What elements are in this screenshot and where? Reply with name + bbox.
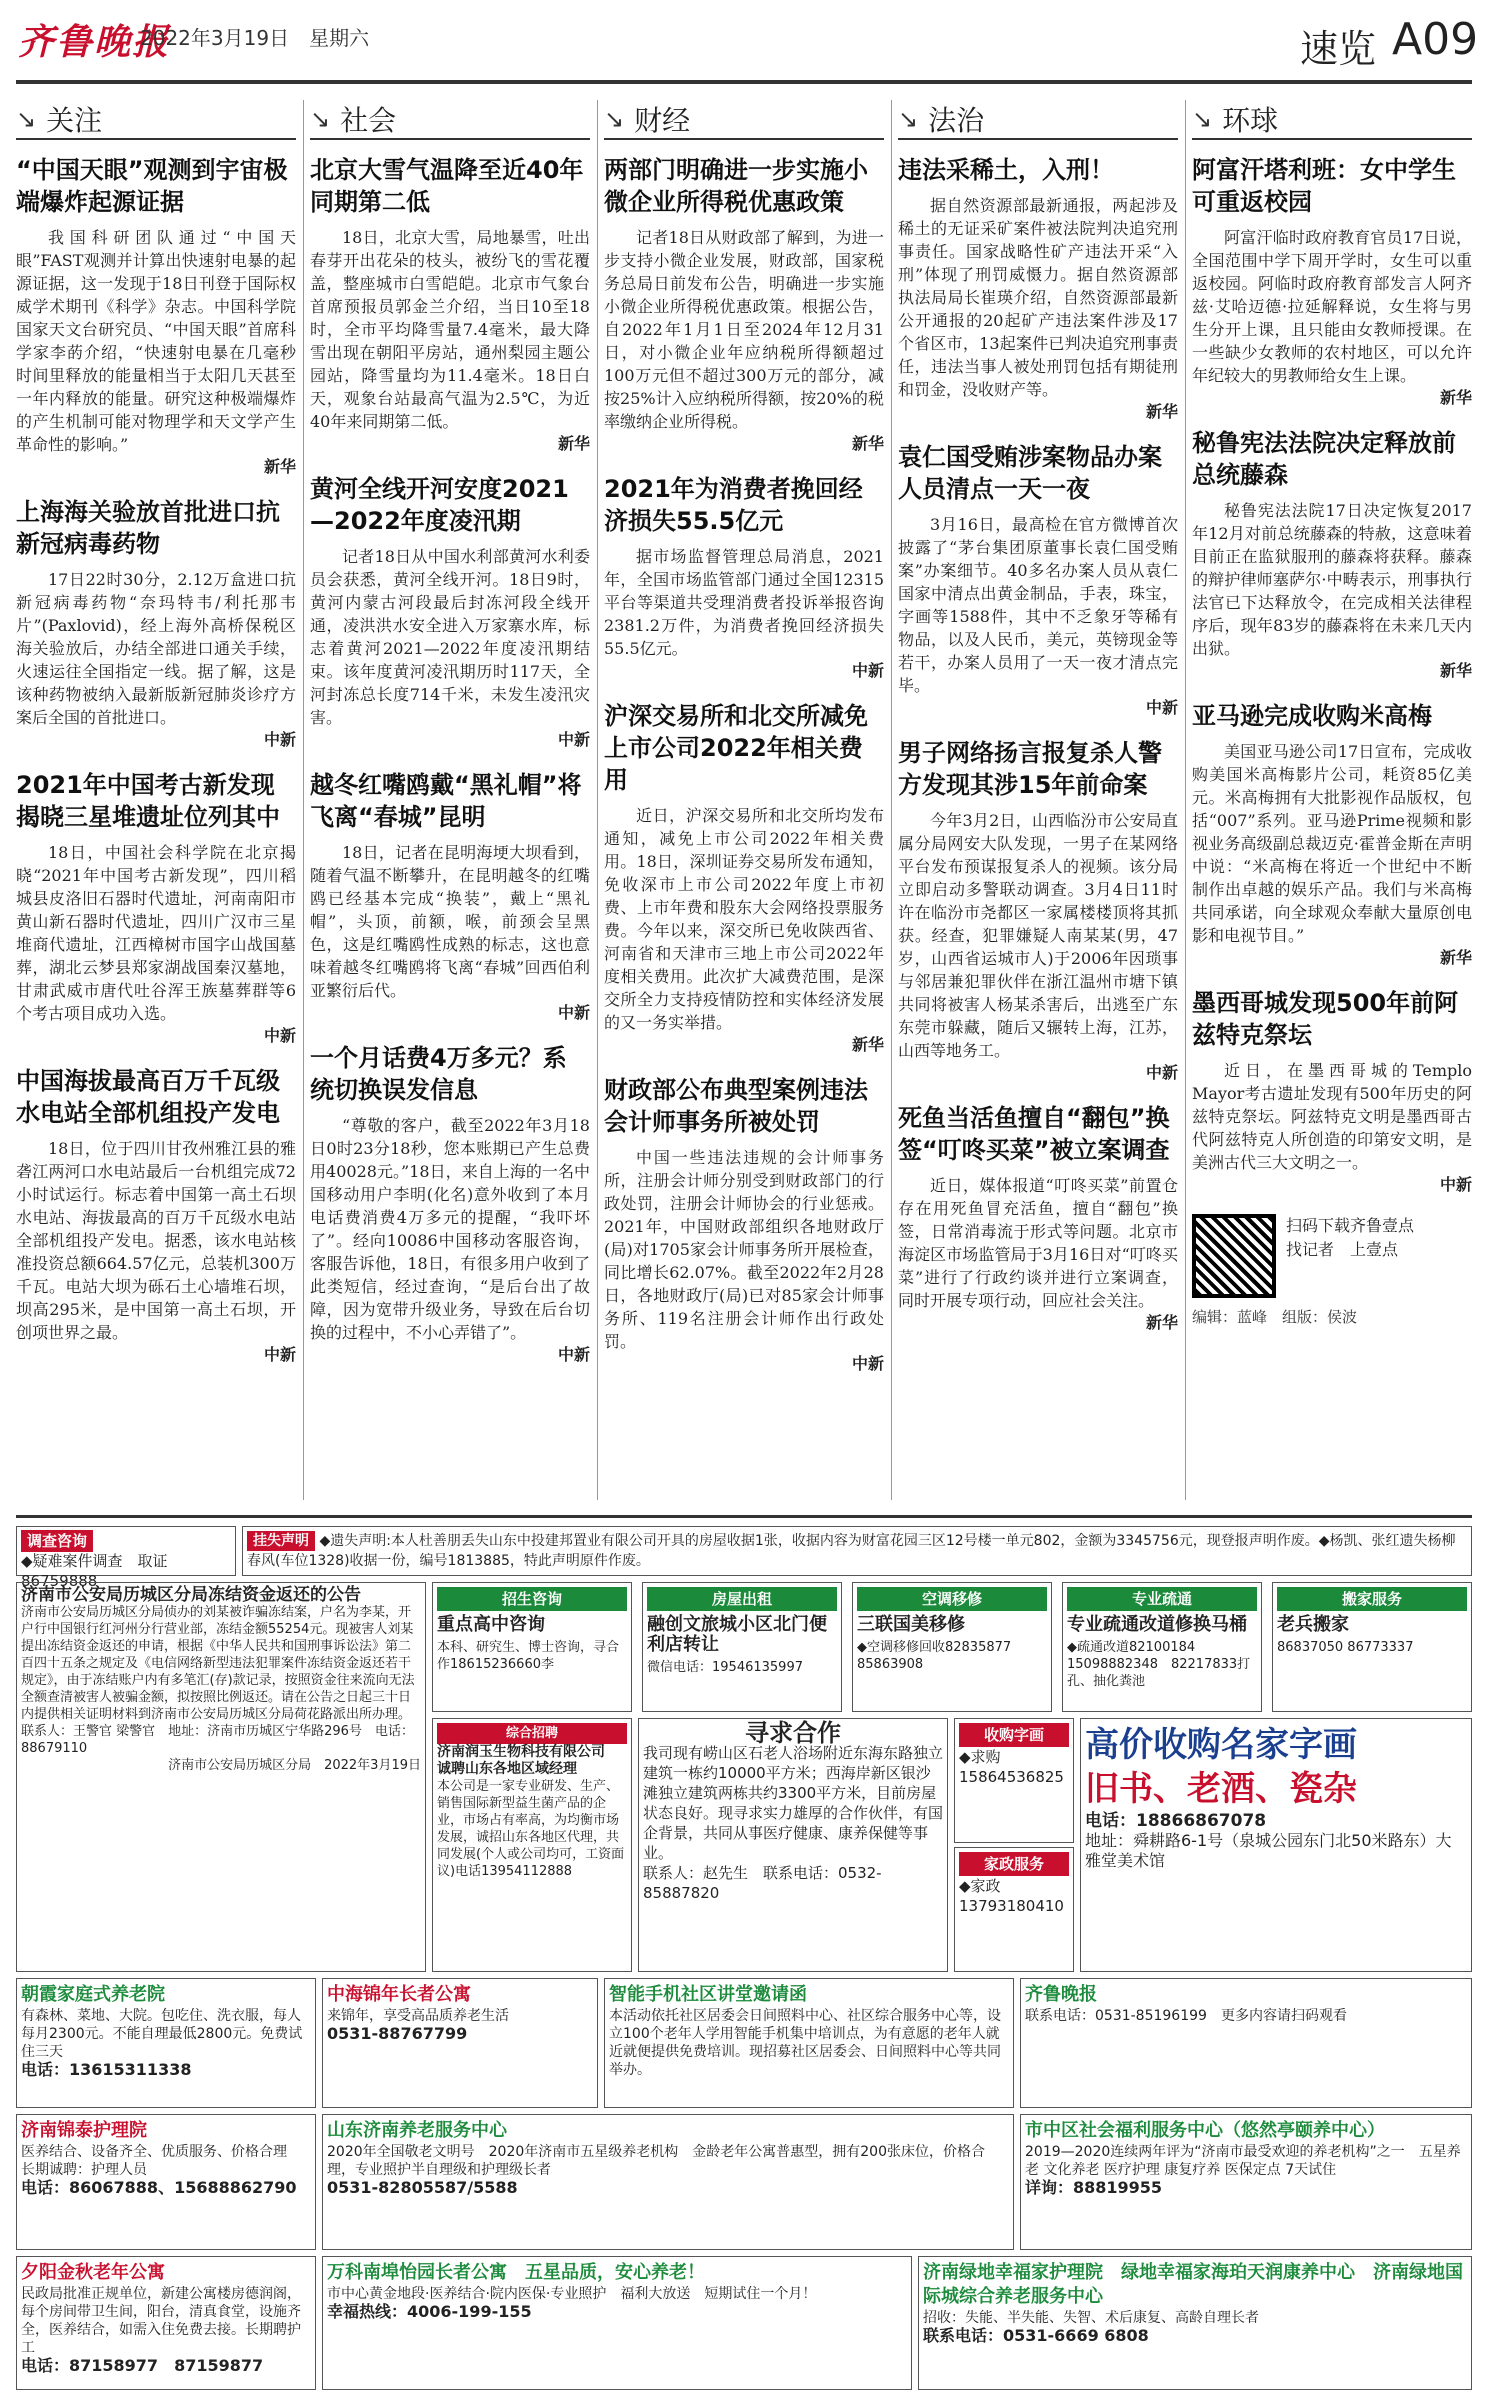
article-title: 越冬红嘴鸥戴“黑礼帽”将飞离“春城”昆明 (310, 771, 582, 831)
article-source: 新华 (851, 434, 884, 453)
collect-ad (1080, 1718, 1472, 1972)
care-home-body: 招收：失能、半失能、失智、术后康复、高龄自理长者 (923, 2310, 1259, 2326)
article-title: 北京大雪气温降至近40年同期第二低 (310, 156, 584, 216)
classified-ad (1062, 1582, 1262, 1712)
article-source: 新华 (1439, 661, 1472, 680)
article-title: 男子网络扬言报复杀人警方发现其涉15年前命案 (898, 739, 1162, 799)
qr-code-icon[interactable] (1192, 1214, 1276, 1298)
news-article (898, 154, 1178, 423)
police-notice (16, 1582, 426, 1972)
news-article (16, 769, 296, 1047)
care-home-body: 2019—2020连续两年评为“济南市最受欢迎的养老机构”之一 五星养老 文化养老 医疗护理 康复疗养 医保定点 7天试住 (1025, 2144, 1461, 2178)
care-home-ad (604, 1978, 1014, 2108)
classified-sub: 本科、研究生、博士咨询，寻合作18615236660李 (437, 1640, 620, 1672)
article-title: 一个月话费4万多元？系统切换误发信息 (310, 1044, 567, 1104)
article-source: 中新 (1145, 698, 1178, 717)
care-home-phone: 0531-82805587/5588 (327, 2178, 518, 2197)
news-article (310, 769, 590, 1024)
news-article (16, 154, 296, 478)
article-body: 17日22时30分，2.12万盒进口抗新冠病毒药物“奈玛特韦/利托那韦片”(Paxlovid)，经上海外高桥保税区海关验放后，办结全部进口通关手续，火速运往全国指定一线。据了解，这是该种药物被纳入最新版新冠肺炎诊疗方案后全国的首批进口。 (16, 570, 296, 727)
classified-name: 三联国美移修 (857, 1614, 965, 1635)
corner-arrow-icon: ↘ (898, 105, 919, 133)
classified-ad (1272, 1582, 1472, 1712)
corner-arrow-icon: ↘ (604, 105, 625, 133)
recruit-company: 济南润玉生物科技有限公司 (437, 1744, 605, 1760)
article-body: 我国科研团队通过“中国天眼”FAST观测并计算出快速射电暴的起源证据，这一发现于18日刊登于国际权威学术期刊《科学》杂志。中国科学院国家天文台研究员、“中国天眼”首席科学家李菂介绍，“快速射电暴在几毫秒时间里释放的能量相当于太阳几天甚至一年内释放的能量。研究这种极端爆炸的产生机制可能对物理学和天文学产生革命性的影响。” (16, 228, 296, 454)
column-header (604, 100, 884, 140)
care-home-phone: 0531-88767799 (327, 2024, 468, 2043)
classified-tag: 招生咨询 (437, 1587, 627, 1611)
care-home-body: 市中心黄金地段·医养结合·院内医保·专业照护 福利大放送 短期试住一个月！ (327, 2286, 817, 2302)
article-source: 新华 (1145, 402, 1178, 421)
article-body: 记者18日从中国水利部黄河水利委员会获悉，黄河全线开河。18日9时，黄河内蒙古河段最后封冻河段全线开通，凌洪洪水安全进入万家寨水库，标志着黄河2021—2022年度凌汛期结束。该年度黄河凌汛期历时117天，全河封冻总长度714千米，未发生凌汛灾害。 (310, 547, 590, 727)
article-source: 中新 (557, 1345, 590, 1364)
classified-tag: 空调移修 (857, 1587, 1047, 1611)
article-body: 中国一些违法违规的会计师事务所，注册会计师分别受到财政部门的行政处罚，注册会计师协会的行业惩戒。2021年，中国财政部组织各地财政厅(局)对1705家会计师事务所开展检查，同比增长62.07%。截至2022年2月28日，各地财政厅(局)已对85家会计师事务所、119名注册会计师作出行政处罚。 (604, 1148, 884, 1351)
classified-tag: 房屋出租 (647, 1587, 837, 1611)
article-body: 18日，位于四川甘孜州雅江县的雅砻江两河口水电站最后一台机组完成72小时试运行。标志着中国第一高土石坝水电站、海拔最高的百万千瓦级水电站全部机组投产发电。据悉，该水电站核准投资总额664.57亿元，总装机300万千瓦。电站大坝为砾石土心墙堆石坝，坝高295米，是中国第一高土石坝，开创项世界之最。 (16, 1139, 296, 1342)
column-divider (597, 100, 598, 1500)
article-source: 中新 (1439, 1175, 1472, 1194)
care-home-ad (322, 2256, 912, 2390)
classified-name: 重点高中咨询 (437, 1614, 545, 1635)
qr-block (1192, 1214, 1472, 1298)
article-body: 18日，北京大雪，局地暴雪，吐出春芽开出花朵的枝头，被纷飞的雪花覆盖，整座城市白雪皑皑。北京市气象台首席预报员郭金兰介绍，当日10至18时，全市平均降雪量7.4毫米，最大降雪出现在朝阳平房站，通州梨园主题公园站，降雪量均为11.4毫米。18日白天，观象台站最高气温为2.5℃，为近40年来同期第二低。 (310, 228, 590, 431)
wanted-tag: 收购字画 (959, 1723, 1069, 1747)
care-home-ad (918, 2256, 1472, 2390)
care-home-ad (16, 2114, 316, 2250)
police-notice-sign: 济南市公安局历城区分局 2022年3月19日 (168, 1758, 421, 1773)
article-source: 中新 (263, 1026, 296, 1045)
classified-ad (642, 1582, 842, 1712)
notice-lost (242, 1526, 1472, 1576)
article-body: 18日，记者在昆明海埂大坝看到，随着气温不断攀升，在昆明越冬的红嘴鸥已经基本完成“换装”，戴上“黑礼帽”，头顶，前额，喉，前颈会呈黑色，这是红嘴鸥性成熟的标志，这也意味着越冬红嘴鸥将飞离“春城”回西伯利亚繁衍后代。 (310, 843, 590, 1000)
care-home-phone: 详询：88819955 (1025, 2178, 1163, 2197)
news-article (604, 1074, 884, 1375)
article-title: 黄河全线开河安度2021—2022年度凌汛期 (310, 475, 569, 535)
advertisement-area (16, 1515, 1472, 2390)
care-home-body: 本活动依托社区居委会日间照料中心、社区综合服务中心等，设立100个老年人学用智能手机集中培训点，为有意愿的老年人就近就便提供免费培训。现招募社区居委会、日间照料中心等共同举办。 (609, 2008, 1001, 2078)
column-header (898, 100, 1178, 140)
article-title: 2021年为消费者挽回经济损失55.5亿元 (604, 475, 863, 535)
classified-ad (432, 1582, 632, 1712)
recruit-body: 本公司是一家专业研发、生产、销售国际新型益生菌产品的企业，市场占有率高，为均衡市场发展，诚招山东各地区代理，共同发展(个人或公司均可，工资面议)电话13954112888 (437, 1779, 625, 1879)
notice-tag: 调查咨询 (21, 1530, 93, 1552)
classified-row (432, 1582, 1472, 1712)
news-article (310, 1042, 590, 1366)
masthead-rule (16, 80, 1472, 84)
news-article (1192, 154, 1472, 409)
recruit-ad (432, 1718, 632, 1972)
partner-ad (638, 1718, 948, 1972)
care-home-phone: 电话：87158977 87159877 (21, 2356, 264, 2375)
recruit-title: 诚聘山东各地区域经理 (437, 1761, 577, 1777)
notice-text: ◆遗失声明:本人杜善朋丢失山东中投建邦置业有限公司开具的房屋收据1张，收据内容为财富花园三区12号楼一单元802，金额为3345756元，现登报声明作废。◆杨凯、张红遗失杨柳春风(车位1328)收据一份，编号1813885，特此声明原件作废。 (247, 1533, 1456, 1569)
news-article (898, 441, 1178, 719)
column-title: 财经 (634, 104, 691, 137)
care-home-ad (322, 1978, 598, 2108)
news-article (1192, 987, 1472, 1196)
article-title: 袁仁国受贿涉案物品办案人员清点一天一夜 (898, 443, 1162, 503)
care-home-title: 夕阳金秋老年公寓 (21, 2262, 165, 2283)
article-source: 新华 (1145, 1313, 1178, 1332)
column-title: 法治 (928, 104, 985, 137)
classified-sub: 微信电话：19546135997 (647, 1660, 803, 1675)
news-column (604, 100, 884, 1500)
article-body: 近日，在墨西哥城的Templo Mayor考古遗址发现有500年历史的阿兹特克祭坛。阿兹特克文明是墨西哥古代阿兹特克人所创造的印第安文明，是美洲古代三大文明之一。 (1192, 1061, 1472, 1172)
care-home-title: 中海锦年长者公寓 (327, 1984, 471, 2005)
article-title: 死鱼当活鱼擅自“翻包”换签“叮咚买菜”被立案调查 (898, 1104, 1170, 1164)
article-source: 中新 (263, 1345, 296, 1364)
news-article (604, 154, 884, 455)
column-title: 社会 (340, 104, 397, 137)
police-notice-contact: 联系人：王警官 梁警官 地址：济南市历城区宁华路296号 电话：88679110 (21, 1724, 414, 1756)
elderly-care-ads (16, 1978, 1472, 2390)
section-name: 速览 (1300, 27, 1377, 71)
care-home-title: 济南绿地幸福家护理院 绿地幸福家海珀天润康养中心 济南绿地国际城综合养老服务中心 (923, 2262, 1463, 2307)
care-home-body: 民政局批准正规单位，新建公寓楼房德润阁，每个房间带卫生间，阳台，清真食堂，设施齐全，医养结合，如需入住免费去接。长期聘护工 (21, 2286, 301, 2356)
article-body: 近日，沪深交易所和北交所均发布通知，减免上市公司2022年相关费用。18日，深圳证券交易所发布通知，免收深市上市公司2022年度上市初费、上市年费和股东大会网络投票服务费。今年以来，深交所已免收陕西省、河南省和天津市三地上市公司2022年度相关费用。此次扩大减费范围，是深交所全力支持疫情防控和实体经济发展的又一务实举措。 (604, 806, 884, 1032)
article-source: 新华 (263, 457, 296, 476)
article-source: 中新 (557, 1003, 590, 1022)
article-title: 亚马逊完成收购米高梅 (1192, 702, 1432, 730)
care-home-phone: 电话：13615311338 (21, 2060, 192, 2079)
news-article (310, 154, 590, 455)
news-article (16, 496, 296, 751)
notice-investigation (16, 1526, 236, 1590)
police-notice-title: 济南市公安局历城区分局冻结资金返还的公告 (21, 1585, 361, 1605)
article-body: 记者18日从财政部了解到，为进一步支持小微企业发展，财政部，国家税务总局日前发布公告，明确进一步实施小微企业所得税优惠政策。根据公告，自2022年1月1日至2024年12月31日，对小微企业年应纳税所得额超过100万元但不超过300万元的部分，减按25%计入应纳税所得额，按20%的税率缴纳企业所得税。 (604, 228, 884, 431)
article-body: 近日，媒体报道“叮咚买菜”前置仓存在用死鱼冒充活鱼，擅自“翻包”换签，日常消毒流于形式等问题。北京市海淀区市场监管局于3月16日对“叮咚买菜”进行了行政约谈并进行立案调查，同时开展专项行动，回应社会关注。 (898, 1176, 1178, 1310)
care-home-title: 齐鲁晚报 (1025, 1984, 1097, 2005)
news-article (898, 1102, 1178, 1334)
article-body: 据市场监督管理总局消息，2021年，全国市场监管部门通过全国12315平台等渠道共受理消费者投诉举报咨询2381.2万件，为消费者挽回经济损失55.5亿元。 (604, 547, 884, 658)
classified-name: 融创文旅城小区北门便利店转让 (647, 1614, 827, 1655)
column-header (16, 100, 296, 140)
news-article (16, 1065, 296, 1366)
column-header (310, 100, 590, 140)
news-column (1192, 100, 1472, 1500)
column-title: 环球 (1222, 104, 1279, 137)
article-title: 阿富汗塔利班：女中学生可重返校园 (1192, 156, 1456, 216)
partner-contact: 联系人：赵先生 联系电话：0532-85887820 (643, 1864, 882, 1902)
collect-sub: 旧书、老酒、瓷杂 (1085, 1769, 1357, 1809)
masthead (0, 0, 1488, 80)
article-body: 18日，中国社会科学院在北京揭晓“2021年中国考古新发现”，四川稻城县皮洛旧石器时代遗址，河南南阳市黄山新石器时代遗址，四川广汉市三星堆商代遗址，江西樟树市国字山战国墓葬，湖北云梦县郑家湖战国秦汉墓地，甘肃武威市唐代吐谷浑王族墓葬群等6个考古项目成功入选。 (16, 843, 296, 1023)
care-home-body: 2020年全国敬老文明号 2020年济南市五星级养老机构 金龄老年公寓普惠型，拥有200张床位，价格合理，专业照护半自理级和护理级长者 (327, 2144, 985, 2178)
article-title: 财政部公布典型案例违法会计师事务所被处罚 (604, 1076, 868, 1136)
article-title: 沪深交易所和北交所减免上市公司2022年相关费用 (604, 702, 868, 794)
care-home-body: 来锦年，享受高品质养老生活 (327, 2008, 509, 2024)
news-column (898, 100, 1178, 1500)
article-title: 秘鲁宪法法院决定释放前总统藤森 (1192, 429, 1456, 489)
article-source: 中新 (263, 730, 296, 749)
news-article (1192, 700, 1472, 969)
care-home-ad (1020, 2114, 1472, 2250)
notice-text: ◆疑难案件调查 取证86759888 (21, 1552, 168, 1590)
article-title: 违法采稀土，入刑！ (898, 156, 1114, 184)
column-header (1192, 100, 1472, 140)
care-home-title: 济南锦泰护理院 (21, 2120, 147, 2141)
article-title: 中国海拔最高百万千瓦级水电站全部机组投产发电 (16, 1067, 280, 1127)
classified-ad (852, 1582, 1052, 1712)
recruit-tag: 综合招聘 (437, 1723, 627, 1744)
care-home-phone: 电话：86067888、15688862790 (21, 2178, 297, 2197)
classified-name: 专业疏通改道修换马桶 (1067, 1614, 1247, 1635)
wanted-text: ◆家政 13793180410 (959, 1877, 1064, 1915)
classified-tag: 搬家服务 (1277, 1587, 1467, 1611)
news-article (1192, 427, 1472, 682)
article-title: 墨西哥城发现500年前阿兹特克祭坛 (1192, 989, 1459, 1049)
article-source: 新华 (851, 1035, 884, 1054)
classified-tag: 专业疏通 (1067, 1587, 1257, 1611)
corner-arrow-icon: ↘ (310, 105, 331, 133)
article-body: 秘鲁宪法法院17日决定恢复2017年12月对前总统藤森的特赦，这意味着目前正在监狱服刑的藤森将获释。藤森的辩护律师塞萨尔·中畴表示，刑事执行法官已下达释放令，在完成相关法律程序后，现年83岁的藤森将在未来几天内出狱。 (1192, 501, 1472, 658)
news-column (310, 100, 590, 1500)
care-home-ad (16, 1978, 316, 2108)
collect-address: 地址：舜耕路6-1号（泉城公园东门北50米路东）大雅堂美术馆 (1085, 1831, 1452, 1870)
article-title: 上海海关验放首批进口抗新冠病毒药物 (16, 498, 280, 558)
page-number: A09 (1392, 14, 1479, 65)
care-home-phone: 联系电话：0531-6669 6808 (923, 2326, 1149, 2345)
news-columns (16, 100, 1472, 1500)
column-divider (1185, 100, 1186, 1500)
newspaper-logo: 齐鲁晚报 (18, 21, 171, 63)
article-source: 新华 (1439, 948, 1472, 967)
article-source: 新华 (1439, 388, 1472, 407)
qr-text: 扫码下载齐鲁壹点 (1286, 1216, 1415, 1235)
issue-date: 2022年3月19日 星期六 (140, 26, 370, 50)
care-home-ad (322, 2114, 1014, 2250)
care-home-phone: 幸福热线：4006-199-155 (327, 2302, 532, 2321)
article-body: 今年3月2日，山西临汾市公安局直属分局网安大队发现，一男子在某网络平台发布预谋报复杀人的视频。该分局立即启动多警联动调查。3月4日11时许在临汾市尧都区一家属楼楼顶将其抓获。经查，犯罪嫌疑人南某某(男，47岁，山西省运城市人)于2006年因琐事与邻居兼犯罪伙伴在浙江温州市塘下镇共同将被害人杨某杀害后，出逃至广东东莞市躲藏，随后又辗转上海，江苏，山西等地务工。 (898, 811, 1178, 1060)
corner-arrow-icon: ↘ (1192, 105, 1213, 133)
care-home-ad (16, 2256, 316, 2390)
classified-sub: ◆疏通改道82100184 15098882348 82217833打孔、抽化粪池 (1067, 1640, 1251, 1689)
editor-credits: 编辑：蓝峰 组版：侯波 (1192, 1308, 1358, 1326)
qr-text: 找记者 上壹点 (1286, 1240, 1399, 1259)
corner-arrow-icon: ↘ (16, 105, 37, 133)
article-body: 3月16日，最高检在官方微博首次披露了“茅台集团原董事长袁仁国受贿案”办案细节。40多名办案人员从袁仁国家中清点出黄金制品，手表，珠宝，字画等1588件，其中不乏象牙等稀有物品，以及人民币，美元，英镑现金等若干，办案人员用了一天一夜才清点完毕。 (898, 515, 1178, 695)
wanted-ad-2 (954, 1847, 1074, 1972)
article-body: 据自然资源部最新通报，两起涉及稀土的无证采矿案件被法院判决追究刑事责任。国家战略性矿产违法开采“入刑”体现了刑罚威慑力。据自然资源部执法局局长崔瑛介绍，自然资源部最新公开通报的20起矿产违法案件涉及17个省区市，13起案件已判决追究刑事责任，违法当事人被处刑罚包括有期徒刑和罚金，没收财产等。 (898, 196, 1178, 399)
care-home-ad (1020, 1978, 1472, 2108)
care-home-title: 万科南埠怡园长者公寓 五星品质，安心养老！ (327, 2262, 705, 2283)
partner-title: 寻求合作 (745, 1719, 841, 1747)
article-body: 阿富汗临时政府教育官员17日说，全国范围中学下周开学时，女生可以重返校园。阿临时政府教育部发言人阿齐兹·艾哈迈德·拉延解释说，女生将与男生分开上课，且只能由女教师授课。在一些缺少女教师的农村地区，可以允许年纪较大的男教师给女生上课。 (1192, 228, 1472, 385)
classified-sub: 86837050 86773337 (1277, 1640, 1414, 1655)
wanted-ad-1 (954, 1718, 1074, 1843)
police-notice-body: 济南市公安局历城区分局侦办的刘某被诈骗冻结案，户名为李某，开户行中国银行红河州分行营业部，冻结金额55254元。现被害人刘某提出冻结资金返还的申请，根据《中华人民共和国刑事诉讼法》第二百四十五条之规定及《电信网络新型违法犯罪案件冻结资金返还若干规定》，由于冻结账户内有多笔汇(存)款记录，按照资金往来流向无法全额查清被害人被骗金额，拟按照比例返还。请在公告之日起三十日内提供相关证明材料到济南市公安局历城区分局荷花路派出所办理。 (21, 1605, 415, 1722)
article-source: 中新 (1145, 1063, 1178, 1082)
article-source: 中新 (851, 1354, 884, 1373)
column-divider (891, 100, 892, 1500)
article-body: “尊敬的客户，截至2022年3月18日0时23分18秒，您本账期已产生总费用40028元。”18日，来自上海的一名中国移动用户李明(化名)意外收到了本月电话费消费4万多元的提醒，“我吓坏了”。经向10086中国移动客服咨询，客服告诉他，18日，有很多用户收到了此类短信，经过查询，“是后台出了故障，因为宽带升级业务，导致在后台切换的过程中，不小心弄错了”。 (310, 1116, 590, 1342)
news-article (604, 700, 884, 1056)
care-home-title: 市中区社会福利服务中心（悠然亭颐养中心） (1025, 2120, 1385, 2141)
collect-title: 高价收购名家字画 (1085, 1725, 1357, 1765)
partner-body: 我司现有崂山区石老人浴场附近东海东路独立建筑一栋约10000平方米；西海岸新区银沙滩独立建筑两栋共约3300平方米，目前房屋状态良好。现寻求实力雄厚的合作伙伴，有国企背景，共同从事医疗健康、康养保健等事业。 (643, 1744, 944, 1862)
care-home-title: 智能手机社区讲堂邀请函 (609, 1984, 807, 2005)
care-home-body: 有森林、菜地、大院。包吃住、洗衣服，每人每月2300元。不能自理最低2800元。免费试住三天 (21, 2008, 303, 2060)
notice-tag: 挂失声明 (247, 1531, 315, 1551)
article-title: 两部门明确进一步实施小微企业所得税优惠政策 (604, 156, 868, 216)
article-source: 中新 (557, 730, 590, 749)
news-column (16, 100, 296, 1500)
collect-phone: 电话：18866867078 (1085, 1811, 1267, 1831)
news-article (604, 473, 884, 682)
column-title: 关注 (46, 104, 103, 137)
article-source: 新华 (557, 434, 590, 453)
care-home-title: 山东济南养老服务中心 (327, 2120, 507, 2141)
wanted-tag: 家政服务 (959, 1852, 1069, 1876)
care-home-body: 医养结合、设备齐全、优质服务、价格合理 长期诚聘：护理人员 (21, 2144, 301, 2178)
column-divider (303, 100, 304, 1500)
article-title: “中国天眼”观测到宇宙极端爆炸起源证据 (16, 156, 288, 216)
article-title: 2021年中国考古新发现揭晓三星堆遗址位列其中 (16, 771, 280, 831)
article-source: 中新 (851, 661, 884, 680)
classified-name: 老兵搬家 (1277, 1614, 1349, 1635)
article-body: 美国亚马逊公司17日宣布，完成收购美国米高梅影片公司，耗资85亿美元。米高梅拥有大批影视作品版权，包括“007”系列。亚马逊Prime视频和影视业务高级副总裁迈克·霍普金斯在声明中说：“米高梅在将近一个世纪中不断制作出卓越的娱乐产品。我们与米高梅共同承诺，向全球观众奉献大量原创电影和电视节目。” (1192, 742, 1472, 945)
news-article (898, 737, 1178, 1084)
news-article (310, 473, 590, 751)
wanted-text: ◆求购 15864536825 (959, 1748, 1064, 1786)
care-home-title: 朝霞家庭式养老院 (21, 1984, 165, 2005)
care-home-body: 联系电话：0531-85196199 更多内容请扫码观看 (1025, 2008, 1347, 2024)
classified-sub: ◆空调移修回收82835877 85863908 (857, 1640, 1025, 1672)
